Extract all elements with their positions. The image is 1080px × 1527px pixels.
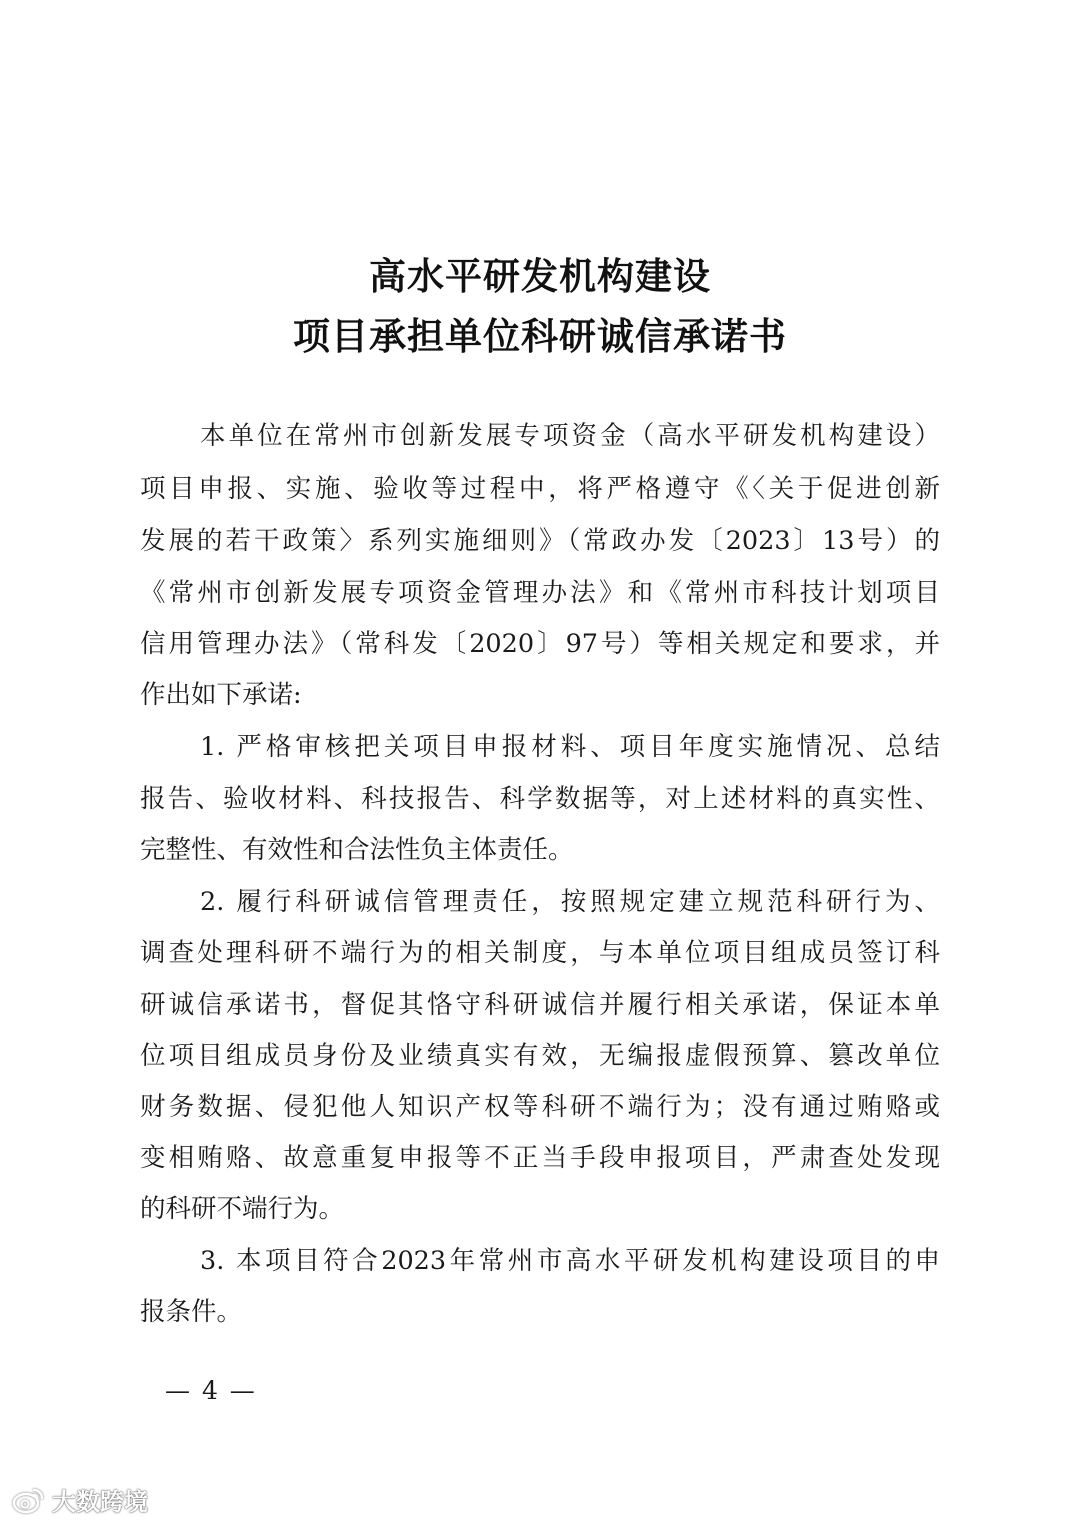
body-line: 项目申报、实施、验收等过程中，将严格遵守《〈关于促进创新 [140,474,940,504]
body-line: 完整性、有效性和合法性负主体责任。 [140,835,574,865]
watermark-text: 大数跨境 [52,1488,148,1516]
body-line: 财务数据、侵犯他人知识产权等科研不端行为；没有通过贿赂或 [140,1092,940,1122]
body-line: 本单位在常州市创新发展专项资金（高水平研发机构建设） [200,421,940,451]
document-title-line-2: 项目承担单位科研诚信承诺书 [293,315,787,358]
body-line: 报告、验收材料、科技报告、科学数据等，对上述材料的真实性、 [140,784,940,814]
body-line: 发展的若干政策〉系列实施细则》（常政办发〔2023〕13号）的 [140,526,940,556]
body-line: 2. 履行科研诚信管理责任，按照规定建立规范科研行为、 [200,887,940,917]
body-line: 信用管理办法》（常科发〔2020〕97号）等相关规定和要求，并 [140,629,940,659]
body-line: 调查处理科研不端行为的相关制度，与本单位项目组成员签订科 [140,938,940,968]
body-line: 研诚信承诺书，督促其恪守科研诚信并履行相关承诺，保证本单 [140,990,940,1020]
body-line: 的科研不端行为。 [140,1194,345,1224]
body-line: 变相贿赂、故意重复申报等不正当手段申报项目，严肃查处发现 [140,1143,940,1173]
page-number: — 4 — [165,1376,257,1405]
body-line: 3. 本项目符合2023年常州市高水平研发机构建设项目的申 [200,1246,940,1276]
body-line: 作出如下承诺: [140,680,302,710]
body-line: 《常州市创新发展专项资金管理办法》和《常州市科技计划项目 [140,578,940,608]
body-line: 报条件。 [140,1297,243,1327]
weibo-logo-icon [12,1486,46,1514]
body-line: 1. 严格审核把关项目申报材料、项目年度实施情况、总结 [200,732,940,762]
watermark [12,1482,148,1517]
body-line: 位项目组成员身份及业绩真实有效，无编报虚假预算、篡改单位 [140,1041,940,1071]
document-title-line-1: 高水平研发机构建设 [369,255,711,298]
